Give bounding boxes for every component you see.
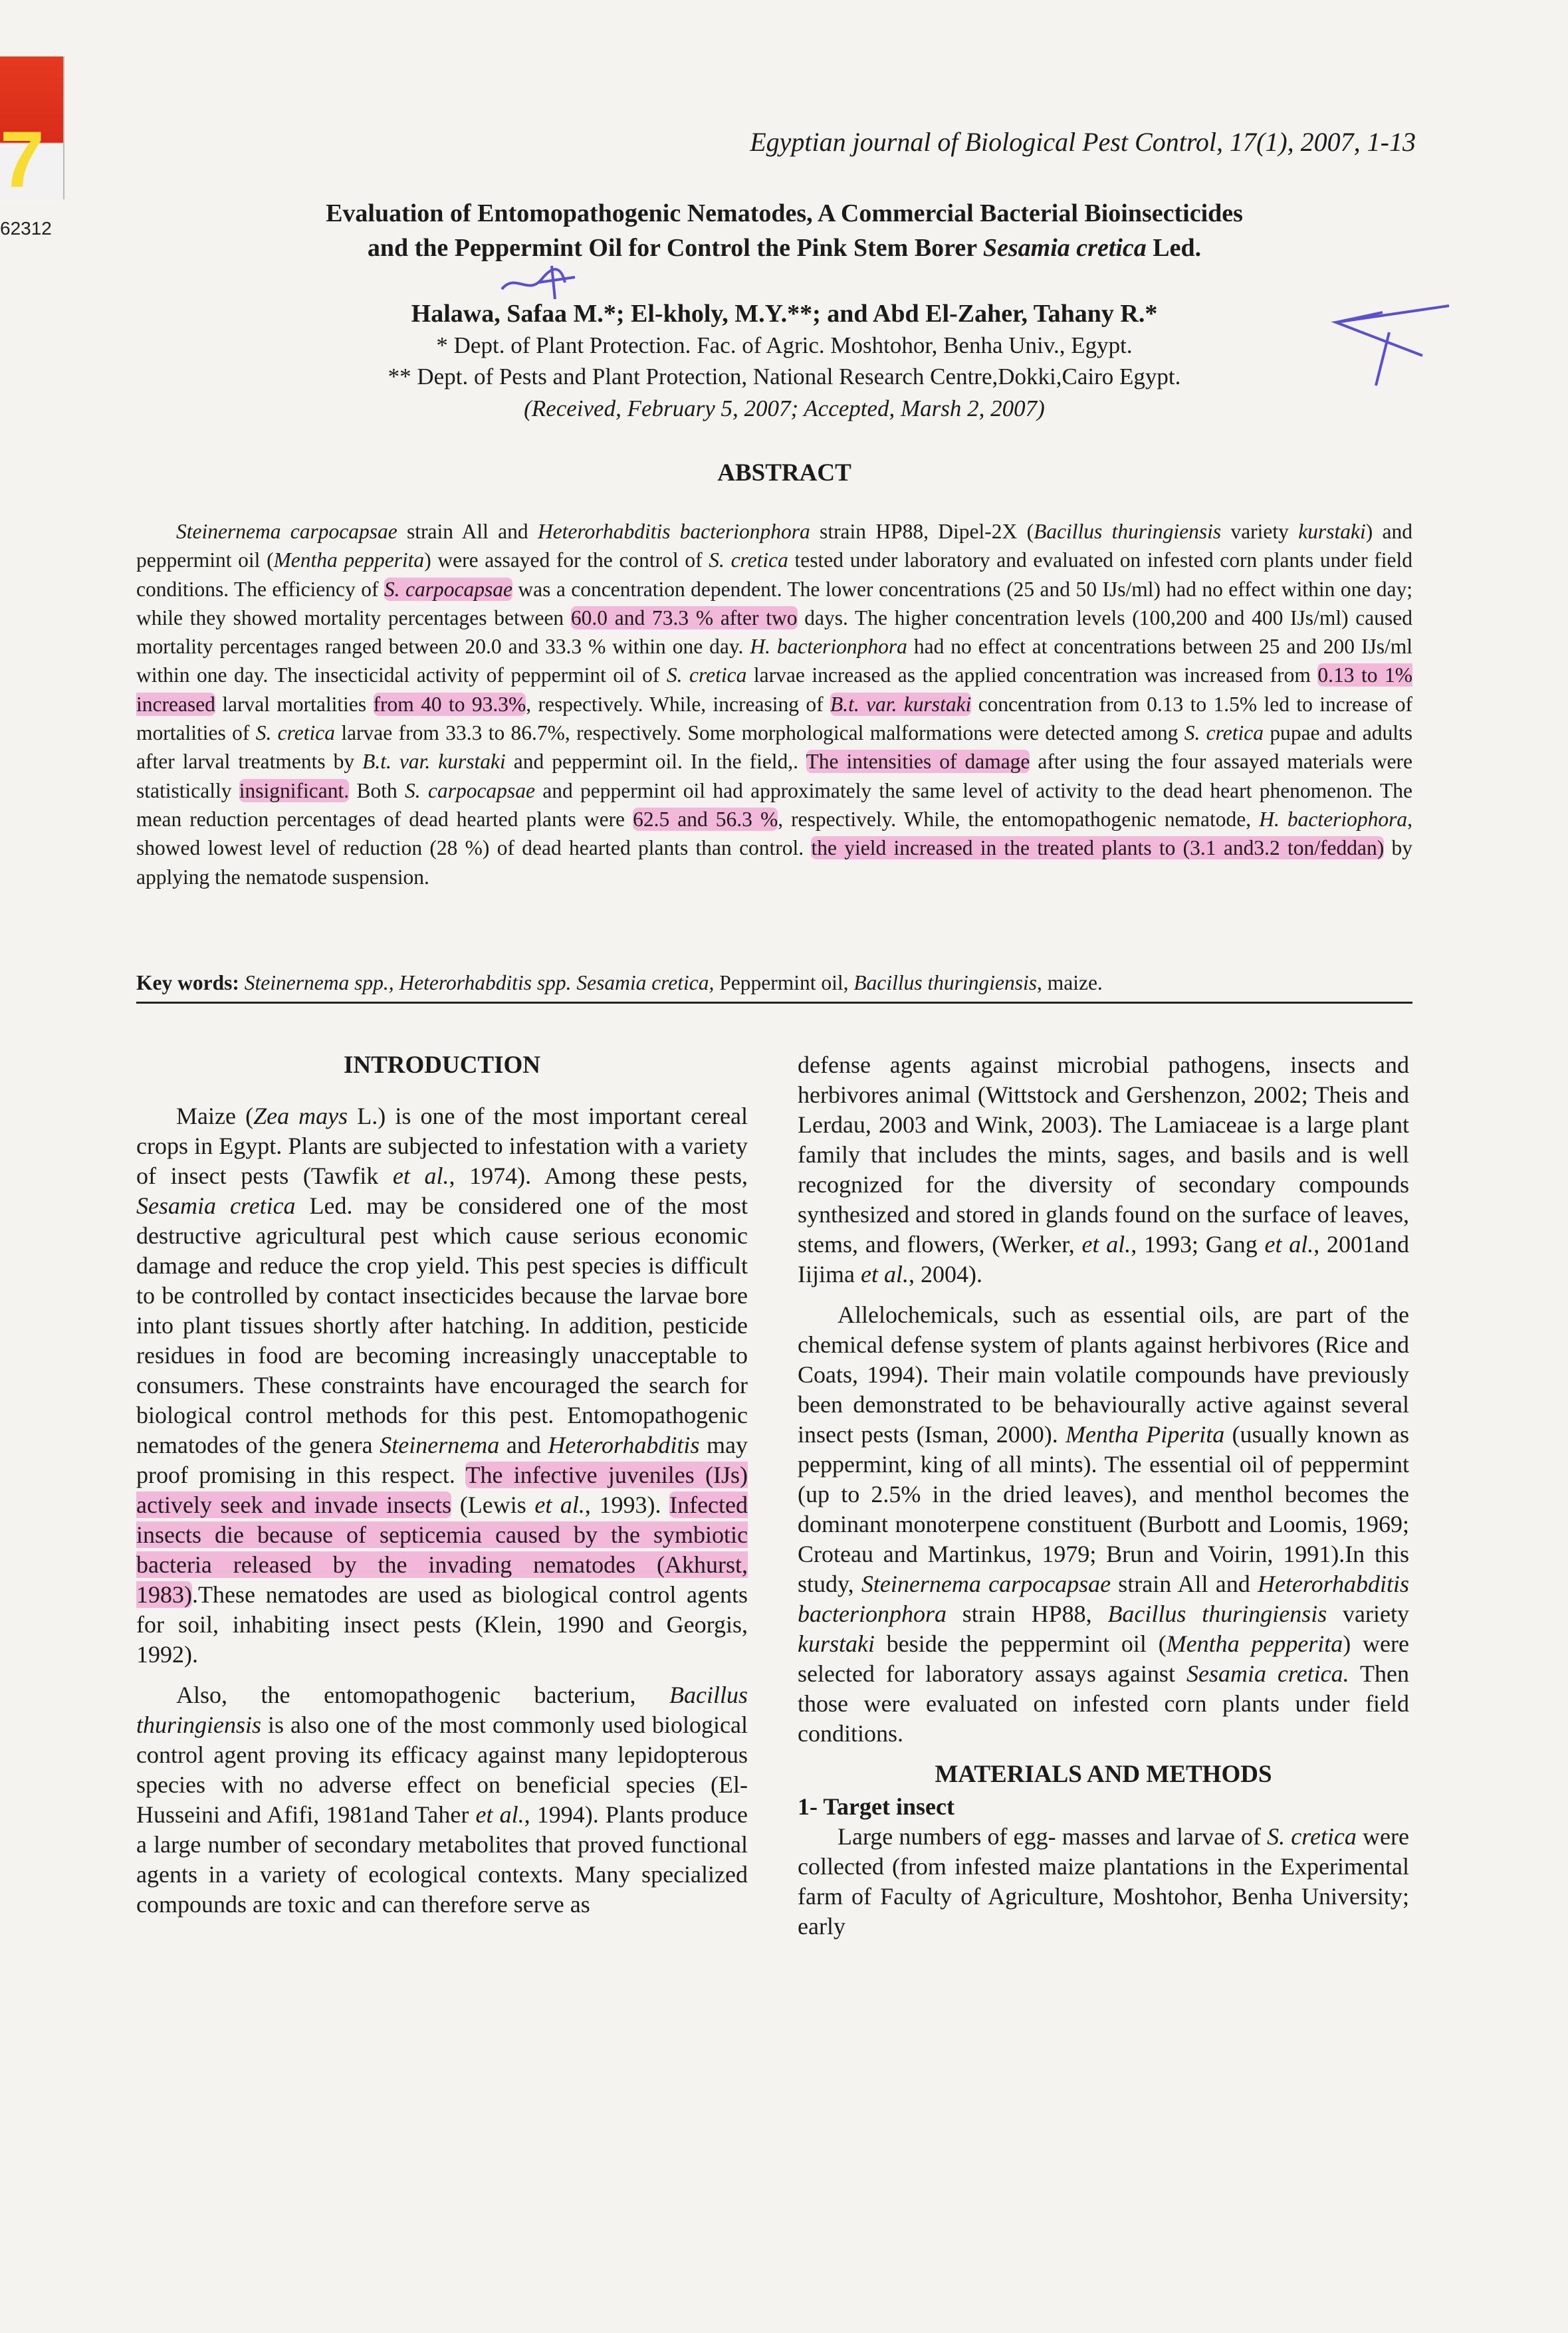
body-text: ) were selected for laboratory assays against — [798, 1630, 1409, 1687]
highlighted-text: The infective juveniles (IJs) actively seek and invade insects — [136, 1462, 748, 1518]
abstract-text: larval mortalities — [215, 692, 374, 716]
abstract-text: larvae increased as the applied concentration was increased from — [746, 663, 1318, 687]
pen-arrow-icon — [1323, 292, 1462, 399]
species-name: Bacillus thuringiensis — [1034, 520, 1222, 543]
abstract-text: variety — [1221, 520, 1299, 543]
left-column — [136, 1050, 748, 1930]
species-name: S. cretica — [1184, 721, 1264, 745]
highlighted-text: The intensities of damage — [806, 750, 1030, 774]
citation-etal: et al. — [392, 1163, 449, 1189]
body-text: may proof promising in this respect. — [136, 1432, 748, 1488]
species-name: Mentha pepperita — [273, 548, 425, 572]
abstract-text: , showed lowest level of reduction (28 %) of dead hearted plants than control. — [136, 807, 1412, 860]
species-name: kurstaki — [798, 1630, 875, 1657]
pen-arrow-stroke — [1336, 306, 1449, 386]
highlighted-text: 60.0 and 73.3 % after two — [570, 606, 798, 629]
abstract-text: after using the four assayed materials were statistically — [136, 750, 1412, 802]
species-name: Steinernema — [380, 1432, 500, 1458]
body-text: Then those were evaluated on infested corn plants under field conditions. — [798, 1660, 1409, 1747]
body-text: , 1993; Gang — [1131, 1231, 1265, 1258]
body-text: , 2004). — [908, 1261, 982, 1287]
abstract-text: , respectively. While, increasing of — [526, 692, 830, 716]
keyword-terms: , maize. — [1036, 971, 1103, 994]
methods-heading: MATERIALS AND METHODS — [935, 1761, 1272, 1788]
species-name: Heterorhabditis bacterionphora — [537, 520, 810, 543]
abstract-text: strain All and — [397, 520, 538, 543]
methods-paragraph-1 — [798, 1822, 1409, 1942]
body-text: Led. may be considered one of the most destructive agricultural pest which cause serious economic damage and reduce the crop yield. This pest species is difficult to be controlled by contact insecticides because the larvae bore into plant tissues shortly after hatching. In addition, pesticide residues in food are becoming increasingly unacceptable to consumers. These constraints have encouraged the search for biological control methods for this pest. Entomopathogenic nematodes of the genera — [136, 1192, 748, 1458]
citation-etal: et al. — [1081, 1231, 1131, 1258]
body-text: defense agents against microbial pathogens, insects and herbivores animal (Wittstock and Gershenzon, 2002; Theis and Lerdau, 2003 and Wink, 2003). The Lamiaceae is a large plant family that includes the mints, sages, and basils and is well recognized for the diversity of secondary compounds synthesized and stored in glands found on the surface of leaves, stems, and flowers, (Werker, — [798, 1052, 1409, 1258]
body-text: Also, the entomopathogenic bacterium, — [176, 1682, 670, 1708]
species-name: Mentha pepperita — [1166, 1630, 1343, 1657]
library-sticker — [0, 56, 64, 239]
species-name: Steinernema carpocapsae — [176, 520, 397, 543]
body-text: strain All and — [1111, 1571, 1258, 1597]
body-text: beside the peppermint oil ( — [874, 1630, 1167, 1657]
keywords-line — [136, 971, 1412, 1004]
species-name: kurstaki — [1298, 520, 1366, 543]
abstract-text: tested under laboratory and evaluated on infested corn plants under field conditions. The efficiency of — [136, 548, 1412, 601]
journal-citation: Egyptian journal of Biological Pest Control, 17(1), 2007, 1-13 — [750, 127, 1416, 157]
species-name: Steinernema carpocapsae — [861, 1571, 1111, 1597]
abstract-text: Both — [349, 778, 405, 802]
keyword-terms: Bacillus thuringiensis — [853, 971, 1037, 994]
citation-etal: et al. — [534, 1492, 585, 1518]
abstract-text: days. The higher concentration levels (100,200 and 400 IJs/ml) caused mortality percentages ranged between 20.0 and 33.3 % within one day. — [136, 606, 1412, 659]
citation-etal: et al. — [475, 1801, 524, 1828]
species-name: S. cretica — [1267, 1823, 1357, 1850]
abstract-text: and peppermint oil. In the field,. — [505, 750, 806, 774]
intro-paragraph-1 — [136, 1101, 748, 1670]
title-line-2 — [166, 231, 1402, 265]
abstract-heading: ABSTRACT — [717, 459, 851, 487]
highlighted-text: B.t. var. kurstaki — [830, 692, 972, 716]
title-species: Sesamia cretica — [982, 234, 1147, 262]
handwritten-note — [499, 263, 598, 302]
body-text: Allelochemicals, such as essential oils, are part of the chemical defense system of plants against herbivores (Rice and Coats, 1994). Their main volatile compounds have previously been demonstrated to be behaviourally active against several insect pests (Isman, 2000). — [798, 1301, 1409, 1448]
body-text: (Lewis — [451, 1492, 535, 1518]
body-text: strain HP88, — [946, 1601, 1108, 1627]
intro-paragraph-4 — [798, 1300, 1409, 1749]
body-text: (usually known as peppermint, king of all mints). The essential oil of peppermint (up to 2.5% in the dried leaves), and menthol becomes the dominant monoterpene constituent (Burbott and Loomis, 1969; Croteau and Martinkus, 1979; Brun and Voirin, 1991).In this study, — [798, 1421, 1410, 1597]
affiliation-1: * Dept. of Plant Protection. Fac. of Agric. Moshtohor, Benha Univ., Egypt. — [436, 332, 1133, 358]
body-text: variety — [1327, 1601, 1409, 1627]
abstract-text: by applying the nematode suspension. — [136, 836, 1413, 889]
body-text: , 1994). Plants produce a large number of secondary metabolites that proved functional agents in a variety of ecological contexts. Many specialized compounds are toxic and can therefore serve as — [136, 1801, 748, 1918]
citation-etal: et al. — [860, 1261, 909, 1287]
body-text: , 2001and Iijima — [798, 1231, 1410, 1287]
intro-paragraph-3 — [798, 1050, 1409, 1289]
abstract-text: was a concentration dependent. The lower concentrations (25 and 50 IJs/ml) had no effect within one day; while they showed mortality percentages between — [136, 577, 1412, 629]
species-name: B.t. var. kurstaki — [362, 750, 506, 774]
pen-scribble — [502, 266, 575, 299]
species-name: Bacillus thuringiensis — [136, 1682, 748, 1738]
title-text: Led. — [1146, 234, 1202, 262]
right-column — [798, 1050, 1409, 1952]
species-name: H. bacteriophora — [1259, 807, 1408, 831]
body-text: Large numbers of egg- masses and larvae of — [838, 1823, 1268, 1850]
species-name: Heterorhabditis bacterionphora — [798, 1571, 1409, 1627]
title-text: and the Peppermint Oil for Control the Pink Stem Borer — [367, 234, 983, 262]
body-text: Maize ( — [176, 1103, 254, 1129]
species-name: S. carpocapsae — [405, 778, 535, 802]
abstract-text: pupae and adults after larval treatments by — [136, 721, 1412, 774]
species-name: Zea mays — [253, 1103, 348, 1129]
species-name: Sesamia cretica — [136, 1192, 296, 1219]
target-insect-subheading: 1- Target insect — [798, 1793, 954, 1820]
species-name: Bacillus thuringiensis — [1107, 1601, 1327, 1627]
abstract-text: and peppermint oil had approximately the same level of activity to the dead heart phenomenon. The mean reduction percentages of dead hearted plants were — [136, 778, 1412, 831]
intro-paragraph-2 — [136, 1680, 748, 1920]
species-name: Heterorhabditis — [548, 1432, 700, 1458]
highlighted-text: S. carpocapsae — [384, 577, 512, 601]
species-name: S. cretica — [666, 663, 747, 687]
highlighted-text: 62.5 and 56.3 % — [633, 807, 778, 831]
introduction-heading: INTRODUCTION — [343, 1052, 541, 1079]
highlighted-text: insignificant. — [239, 778, 350, 802]
species-name: H. bacterionphora — [750, 635, 907, 659]
body-text: is also one of the most commonly used biological control agent proving its efficacy against many lepidopterous species with no adverse effect on beneficial species (El-Husseini and Afifi, 1981and Taher — [136, 1712, 748, 1828]
body-text: L.) is one of the most important cereal crops in Egypt. Plants are subjected to infestation with a variety of insect pests (Tawfik — [136, 1103, 748, 1189]
abstract-text: ) were assayed for the control of — [424, 548, 709, 572]
highlighted-text: 0.13 to 1% increased — [136, 663, 1412, 716]
body-text: were collected (from infested maize plantations in the Experimental farm of Faculty of Agriculture, Moshtohor, Benha University; early — [798, 1823, 1409, 1940]
abstract-text: larvae from 33.3 to 86.7%, respectively. Some morphological malformations were detected among — [334, 721, 1184, 745]
body-text: , 1974). Among these pests, — [449, 1163, 748, 1189]
sticker-number: 7 — [0, 115, 45, 204]
keyword-terms: Steinernema spp., Heterorhabditis spp. Sesamia cretica, — [244, 971, 715, 994]
abstract-text: had no effect at concentrations between 25 and 200 IJs/ml within one day. The insecticidal activity of peppermint oil of — [136, 635, 1412, 687]
keyword-terms: Peppermint oil, — [714, 971, 854, 994]
author-list: Halawa, Safaa M.*; El-kholy, M.Y.**; and Abd El-Zaher, Tahany R.* — [411, 300, 1158, 328]
species-name: S. cretica — [255, 721, 335, 745]
species-name: Mentha Piperita — [1065, 1421, 1225, 1448]
species-name: S. cretica — [709, 548, 788, 572]
citation-etal: et al. — [1264, 1231, 1314, 1258]
abstract-text: , respectively. While, the entomopathogenic nematode, — [778, 807, 1260, 831]
body-text: and — [499, 1432, 548, 1458]
body-text: .These nematodes are used as biological control agents for soil, inhabiting insect pests (Klein, 1990 and Georgis, 1992). — [136, 1581, 748, 1668]
keywords-label: Key words: — [136, 971, 245, 994]
abstract-text: strain HP88, Dipel-2X ( — [810, 520, 1034, 543]
highlighted-text: the yield increased in the treated plants to (3.1 and3.2 ton/feddan) — [811, 836, 1385, 860]
affiliation-2: ** Dept. of Pests and Plant Protection, National Research Centre,Dokki,Cairo Egypt. — [388, 364, 1181, 389]
abstract-text: concentration from 0.13 to 1.5% led to increase of mortalities of — [136, 692, 1412, 745]
received-accepted-dates: (Received, February 5, 2007; Accepted, Marsh 2, 2007) — [524, 395, 1045, 421]
highlighted-text: from 40 to 93.3% — [373, 692, 526, 716]
title-line-1: Evaluation of Entomopathogenic Nematodes, A Commercial Bacterial Bioinsecticides — [326, 199, 1243, 227]
body-text: , 1993). — [584, 1492, 670, 1518]
sticker-code: 62312 — [0, 218, 52, 239]
highlighted-text: Infected insects die because of septicemia caused by the symbiotic bacteria released by the invading nematodes (Akhurst, 1983) — [136, 1492, 748, 1608]
abstract-body — [136, 517, 1412, 891]
paper-title — [166, 196, 1402, 265]
abstract-text: ) and peppermint oil ( — [136, 520, 1412, 572]
species-name: Sesamia cretica. — [1186, 1660, 1349, 1687]
